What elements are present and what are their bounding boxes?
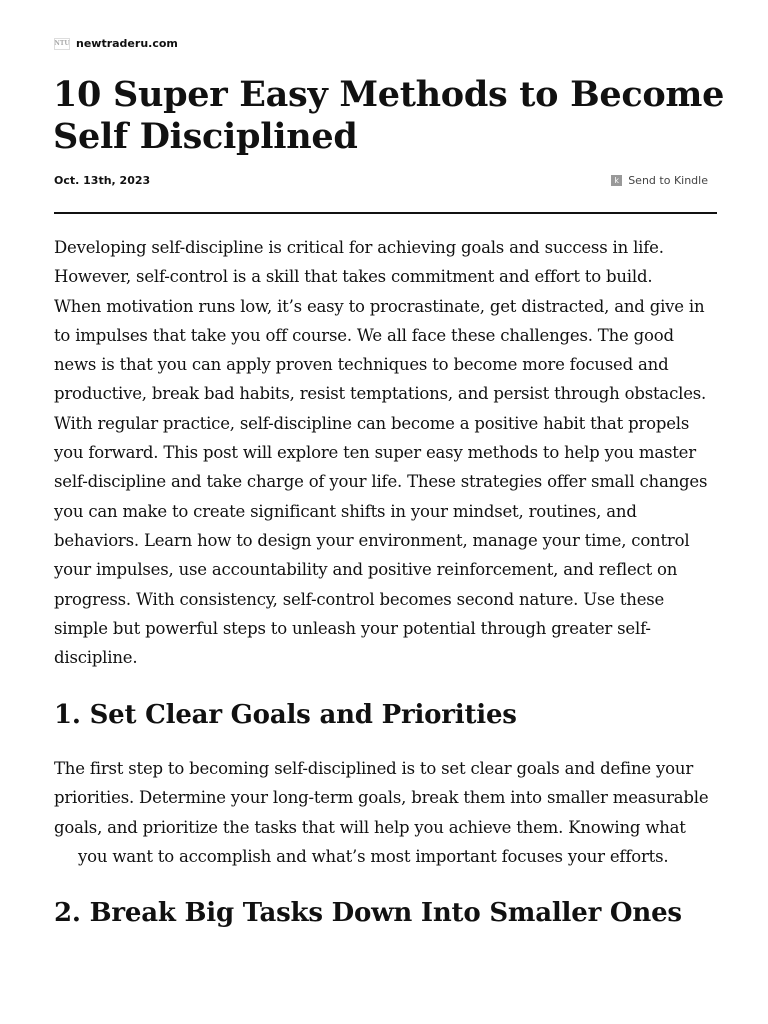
site-favicon-icon: NTU <box>54 38 70 50</box>
text-line: When motivation runs low, it’s easy to procrastinate, get distracted, and give in <box>54 296 705 316</box>
text-line: The first step to becoming self-disciplined is to set clear goals and define your <box>54 759 694 778</box>
text-line: to impulses that take you off course. We all face these challenges. The good <box>54 325 674 345</box>
text-line: With regular practice, self-discipline can become a positive habit that propels <box>54 413 690 433</box>
intro-paragraph <box>54 233 707 672</box>
header-divider <box>54 212 717 214</box>
text-line: discipline. <box>54 648 138 668</box>
send-to-kindle-label: Send to Kindle <box>628 174 708 187</box>
article-title: 10 Super Easy Methods to Become Self Disciplined <box>53 74 725 157</box>
text-line: you forward. This post will explore ten super easy methods to help you master <box>54 443 696 463</box>
section-1-paragraph <box>54 754 708 871</box>
section-heading-2: 2. Break Big Tasks Down Into Smaller Ones <box>54 898 682 928</box>
text-line: simple but powerful steps to unleash your potential through greater self- <box>54 618 651 638</box>
article-meta <box>54 174 717 187</box>
section-heading-1: 1. Set Clear Goals and Priorities <box>54 700 517 730</box>
text-line: news is that you can apply proven techniques to become more focused and <box>54 355 669 375</box>
text-line: progress. With consistency, self-control becomes second nature. Use these <box>54 589 665 609</box>
text-line: self-discipline and take charge of your life. These strategies offer small changes <box>54 472 708 492</box>
text-line: Developing self-discipline is critical for achieving goals and success in life. <box>54 238 664 257</box>
send-to-kindle-button[interactable] <box>611 174 708 187</box>
publish-date: Oct. 13th, 2023 <box>54 174 151 187</box>
text-line: you want to accomplish and what’s most important focuses your efforts. <box>78 846 669 866</box>
text-line: However, self-control is a skill that takes commitment and effort to build. <box>54 267 653 287</box>
text-line: productive, break bad habits, resist temptations, and persist through obstacles. <box>54 384 707 404</box>
text-line: priorities. Determine your long-term goals, break them into smaller measurable <box>54 788 709 808</box>
text-line: behaviors. Learn how to design your environment, manage your time, control <box>54 530 690 550</box>
source-domain[interactable]: newtraderu.com <box>76 37 178 50</box>
text-line: you can make to create significant shifts in your mindset, routines, and <box>54 501 637 521</box>
text-line: your impulses, use accountability and positive reinforcement, and reflect on <box>54 560 678 580</box>
kindle-icon: k <box>611 175 622 186</box>
text-line: goals, and prioritize the tasks that will help you achieve them. Knowing what <box>54 817 686 837</box>
source-header <box>54 37 178 50</box>
